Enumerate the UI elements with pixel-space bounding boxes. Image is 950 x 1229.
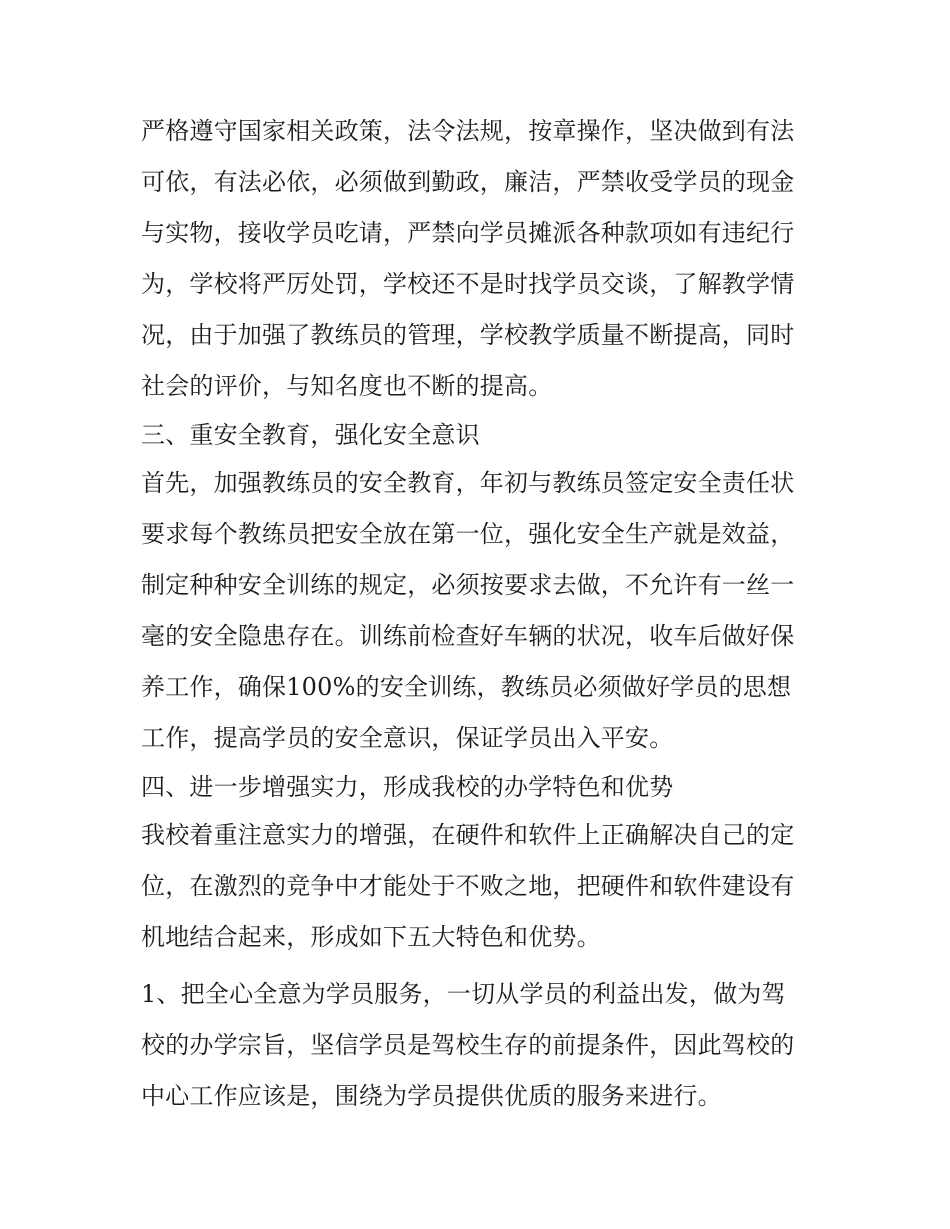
text-line: 严格遵守国家相关政策，法令法规，按章操作，坚决做到有法 — [141, 117, 795, 145]
paragraph-service — [141, 969, 821, 1122]
paragraph-safety — [141, 458, 821, 764]
text-line: 制定种种安全训练的规定，必须按要求去做，不允许有一丝一 — [141, 571, 795, 599]
paragraph-strength — [141, 810, 821, 963]
section-heading-strength: 四、进一步增强实力，形成我校的办学特色和优势 — [141, 773, 674, 801]
text-line: 工作，提高学员的安全意识，保证学员出入平安。 — [141, 724, 674, 752]
text-line: 毫的安全隐患存在。训练前检查好车辆的状况，收车后做好保 — [141, 622, 795, 650]
text-line: 校的办学宗旨，坚信学员是驾校生存的前提条件，因此驾校的 — [141, 1031, 795, 1059]
text-line: 1、把全心全意为学员服务，一切从学员的利益出发，做为驾 — [141, 980, 786, 1008]
text-line: 要求每个教练员把安全放在第一位，强化安全生产就是效益， — [141, 520, 795, 548]
text-line: 社会的评价，与知名度也不断的提高。 — [141, 372, 553, 400]
section-heading-safety: 三、重安全教育，强化安全意识 — [141, 421, 480, 449]
text-line: 可依，有法必依，必须做到勤政，廉洁，严禁收受学员的现金 — [141, 168, 795, 196]
document-body — [141, 106, 821, 1122]
text-line: 首先，加强教练员的安全教育，年初与教练员签定安全责任状 — [141, 469, 795, 497]
text-line: 机地结合起来，形成如下五大特色和优势。 — [141, 923, 601, 951]
text-line: 与实物，接收学员吃请，严禁向学员摊派各种款项如有违纪行 — [141, 219, 795, 247]
text-line: 为，学校将严厉处罚，学校还不是时找学员交谈，了解教学情 — [141, 270, 795, 298]
text-line: 中心工作应该是，围绕为学员提供优质的服务来进行。 — [141, 1082, 722, 1110]
text-line: 位，在激烈的竞争中才能处于不败之地，把硬件和软件建设有 — [141, 872, 795, 900]
text-line: 况，由于加强了教练员的管理，学校教学质量不断提高，同时 — [141, 321, 795, 349]
text-line: 我校着重注意实力的增强，在硬件和软件上正确解决自己的定 — [141, 821, 795, 849]
paragraph-discipline — [141, 106, 821, 412]
text-line: 养工作，确保100%的安全训练，教练员必须做好学员的思想 — [141, 673, 792, 701]
